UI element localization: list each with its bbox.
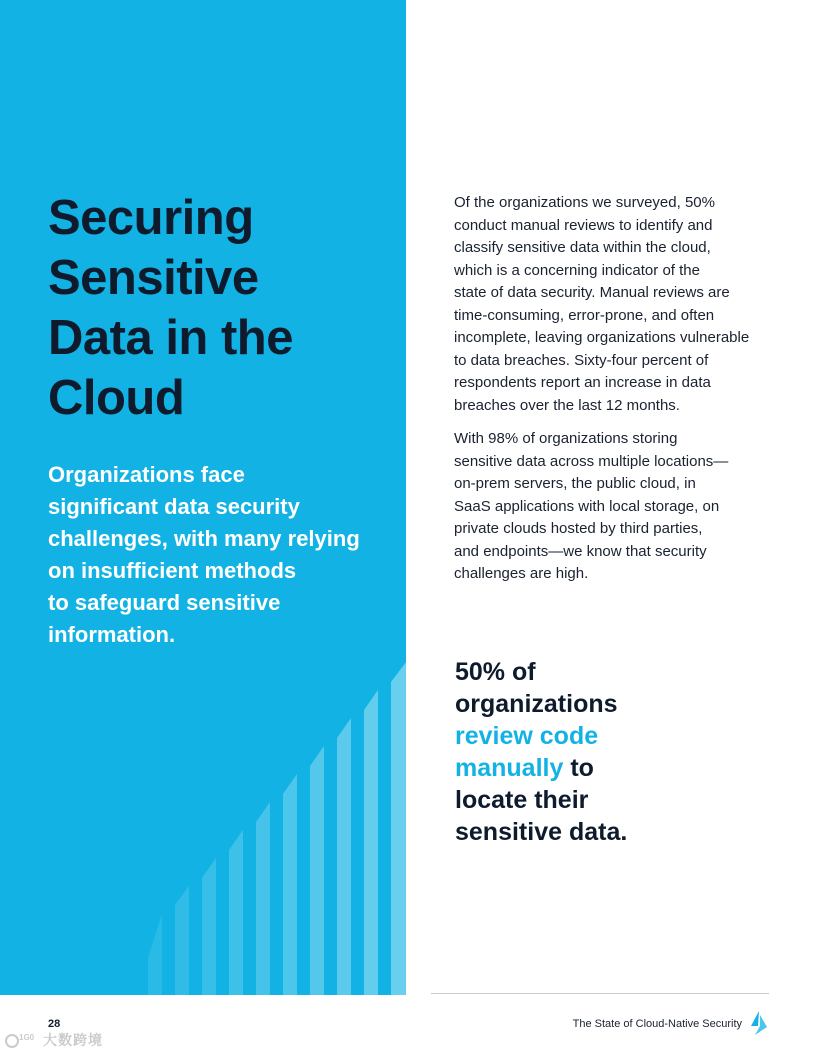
callout-highlight: manually (455, 754, 564, 782)
subtitle (48, 459, 398, 651)
stripe (175, 886, 189, 995)
text-line: SaaS applications with local storage, on (454, 497, 720, 515)
paragraph-1 (454, 192, 784, 417)
title-line: Data in the (48, 311, 293, 365)
text-line: to data breaches. Sixty-four percent of (454, 351, 709, 369)
title-line: Securing (48, 191, 254, 245)
svg-text:1G0: 1G0 (19, 1033, 35, 1042)
watermark-logo-icon (4, 1030, 40, 1050)
brand-logo-icon (749, 1011, 769, 1035)
text-line: conduct manual reviews to identify and (454, 216, 713, 234)
callout-highlight: review code (455, 722, 599, 750)
text-line: classify sensitive data within the cloud, (454, 239, 711, 256)
callout-line (455, 752, 755, 784)
callout-line (455, 720, 755, 752)
watermark (4, 1030, 103, 1050)
callout-line: organizations (455, 690, 618, 718)
paragraph-2 (454, 428, 784, 586)
text-line: on-prem servers, the public cloud, in (454, 475, 696, 492)
callout-text: to (563, 754, 594, 782)
text-line: Of the organizations we surveyed, 50% (454, 194, 715, 211)
callout-line: 50% of (455, 658, 536, 686)
text-line: private clouds hosted by third parties, (454, 520, 703, 537)
text-line: challenges are high. (454, 565, 589, 582)
callout-line: locate their (455, 786, 589, 814)
page-number: 28 (48, 1018, 61, 1030)
subtitle-line: significant data security (48, 494, 300, 519)
text-line: respondents report an increase in data (454, 374, 711, 391)
subtitle-line: information. (48, 622, 176, 647)
stripe (391, 662, 406, 995)
footer-divider (431, 993, 769, 994)
stripe (364, 690, 378, 995)
text-line: state of data security. Manual reviews are (454, 284, 730, 301)
stripe (148, 914, 162, 995)
text-line: time-consuming, error-prone, and often (454, 306, 715, 324)
stripe (337, 718, 351, 995)
watermark-text: 大数跨境 (43, 1032, 103, 1048)
subtitle-line: challenges, with many relying (48, 526, 360, 551)
subtitle-line: Organizations face (48, 462, 245, 487)
title-line: Cloud (48, 371, 185, 425)
stripe (310, 746, 324, 995)
stripe (202, 858, 216, 995)
cover-panel (0, 0, 406, 995)
text-line: breaches over the last 12 months. (454, 396, 680, 414)
subtitle-line: on insufficient methods (48, 558, 297, 583)
text-line: incomplete, leaving organizations vulnerable (454, 329, 750, 346)
text-line: which is a concerning indicator of the (454, 261, 700, 279)
text-line: sensitive data across multiple locations— (454, 452, 729, 470)
footer-document-title: The State of Cloud-Native Security (572, 1018, 742, 1030)
subtitle-line: to safeguard sensitive (48, 590, 281, 615)
body-text (454, 192, 784, 597)
page-title (48, 188, 293, 428)
text-line: and endpoints—we know that security (454, 542, 707, 560)
text-line: With 98% of organizations storing (454, 430, 678, 447)
pull-quote (455, 656, 755, 848)
callout-line: sensitive data. (455, 818, 628, 846)
stripe (229, 830, 243, 995)
title-line: Sensitive (48, 251, 259, 305)
stripe (283, 774, 297, 995)
stripe (256, 802, 270, 995)
